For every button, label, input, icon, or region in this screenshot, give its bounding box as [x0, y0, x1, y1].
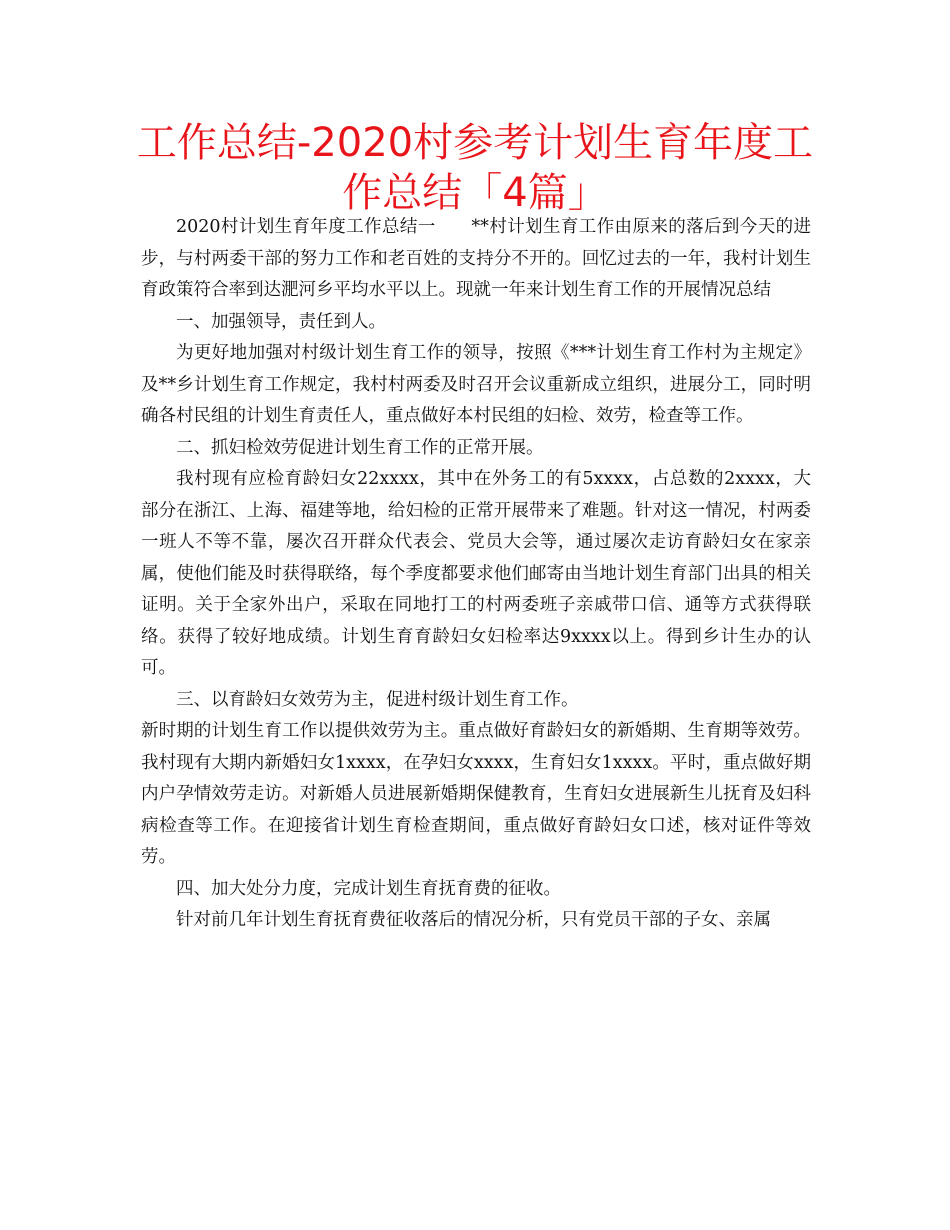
section-heading-1: 一、加强领导，责任到人。 [176, 311, 386, 332]
paragraph-section-4: 针对前几年计划生育抚育费征收落后的情况分析，只有党员干部的子女、亲属 [176, 910, 771, 930]
section-heading-3: 三、以育龄妇女效劳为主，促进村级计划生育工作。 [176, 689, 579, 710]
section-heading-2: 二、抓妇检效劳促进计划生育工作的正常开展。 [176, 437, 544, 458]
document-body [141, 212, 811, 937]
paragraph-intro: 2020村计划生育年度工作总结一 **村计划生育工作由原来的落后到今天的进步，与村两委干部的努力工作和老百姓的支持分不开的。回忆过去的一年，我村计划生育政策符合率到达淝河乡平均水平以上。现就一年来计划生育工作的开展情况总结 [141, 217, 811, 300]
section-heading-4: 四、加大处分力度，完成计划生育抚育费的征收。 [176, 878, 561, 899]
document-title: 工作总结-2020村参考计划生育年度工作总结「4篇」 [136, 120, 814, 216]
paragraph-section-3: 新时期的计划生育工作以提供效劳为主。重点做好育龄妇女的新婚期、生育期等效劳。我村现有大期内新婚妇女1xxxx，在孕妇女xxxx，生育妇女1xxxx。平时，重点做好期内户孕情效劳走访。对新婚人员进展新婚期保健教育，生育妇女进展新生儿抚育及妇科病检查等工作。在迎接省计划生育检查期间，重点做好育龄妇女口述，核对证件等效劳。 [141, 721, 811, 867]
paragraph-section-2: 我村现有应检育龄妇女22xxxx，其中在外务工的有5xxxx，占总数的2xxxx，大部分在浙江、上海、福建等地，给妇检的正常开展带来了难题。针对这一情况，村两委一班人不等不靠，屡次召开群众代表会、党员大会等，通过屡次走访育龄妇女在家亲属，使他们能及时获得联络，每个季度都要求他们邮寄由当地计划生育部门出具的相关证明。关于全家外出户，采取在同地打工的村两委班子亲戚带口信、通等方式获得联络。获得了较好地成绩。计划生育育龄妇女妇检率达9xxxx以上。得到乡计生办的认可。 [141, 469, 811, 678]
paragraph-section-1: 为更好地加强对村级计划生育工作的领导，按照《***计划生育工作村为主规定》及**乡计划生育工作规定，我村村两委及时召开会议重新成立组织，进展分工，同时明确各村民组的计划生育责任人，重点做好本村民组的妇检、效劳，检查等工作。 [141, 343, 811, 426]
